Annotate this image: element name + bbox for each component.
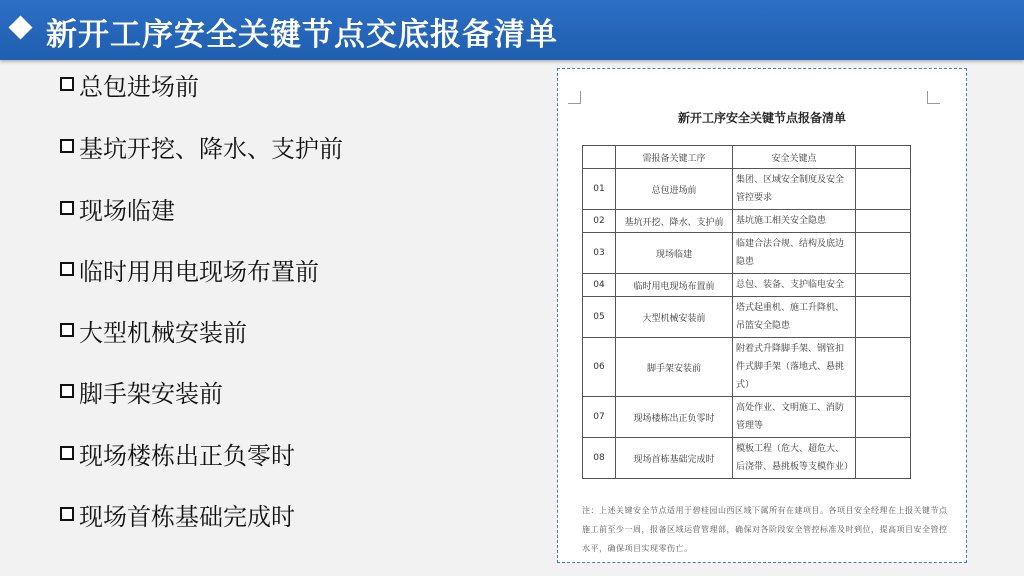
checkbox-icon (60, 384, 74, 398)
checkbox-icon (60, 446, 74, 460)
checklist-item (60, 188, 175, 228)
row-number: 02 (583, 210, 616, 233)
process-name: 基坑开挖、降水、支护前 (616, 210, 733, 233)
checklist-item (60, 64, 199, 104)
row-number: 06 (583, 338, 616, 397)
safety-point: 高处作业、文明施工、消防管理等 (733, 397, 856, 438)
checklist-item (60, 310, 247, 350)
checklist-item-label: 总包进场前 (79, 72, 199, 101)
checklist-item-label: 现场临建 (79, 196, 175, 225)
table-row (583, 233, 911, 274)
safety-point: 附着式升降脚手架、钢管扣件式脚手架（落地式、悬挑式） (733, 338, 856, 397)
table-row (583, 274, 911, 297)
safety-point: 总包、装备、支护临电安全 (733, 274, 856, 297)
checkbox-icon (60, 507, 74, 521)
table-header-cell: 安全关键点 (733, 146, 856, 169)
blank-cell (856, 274, 911, 297)
row-number: 03 (583, 233, 616, 274)
blank-cell (856, 233, 911, 274)
table-row (583, 397, 911, 438)
safety-point: 集团、区域安全制度及安全管控要求 (733, 169, 856, 210)
checklist-item-label: 临时用用电现场布置前 (79, 257, 319, 286)
row-number: 07 (583, 397, 616, 438)
row-number: 05 (583, 297, 616, 338)
checklist-item (60, 371, 223, 411)
blank-cell (856, 297, 911, 338)
table-row (583, 338, 911, 397)
blank-cell (856, 210, 911, 233)
blank-cell (856, 338, 911, 397)
checklist-item-label: 脚手架安装前 (79, 379, 223, 408)
table-header-cell (583, 146, 616, 169)
slide-title: 新开工序安全关键节点交底报备清单 (46, 17, 558, 53)
process-name: 现场临建 (616, 233, 733, 274)
checklist-item (60, 494, 295, 534)
checklist-item (60, 126, 343, 166)
table-header-cell: 需报备关键工序 (616, 146, 733, 169)
document-image (557, 68, 967, 563)
process-name: 现场楼栋出正负零时 (616, 397, 733, 438)
process-name: 现场首栋基础完成时 (616, 438, 733, 479)
checklist-item-label: 现场楼栋出正负零时 (79, 441, 295, 470)
table-header-row (583, 146, 911, 169)
table-header-cell (856, 146, 911, 169)
checkbox-icon (60, 201, 74, 215)
blank-cell (856, 169, 911, 210)
document-title: 新开工序安全关键节点报备清单 (677, 111, 846, 125)
table-row (583, 438, 911, 479)
process-name: 临时用电现场布置前 (616, 274, 733, 297)
table-row (583, 169, 911, 210)
row-number: 01 (583, 169, 616, 210)
checklist-item (60, 249, 319, 289)
process-name: 大型机械安装前 (616, 297, 733, 338)
blank-cell (856, 397, 911, 438)
process-name: 总包进场前 (616, 169, 733, 210)
process-name: 脚手架安装前 (616, 338, 733, 397)
row-number: 04 (583, 274, 616, 297)
document-note: 注：上述关键安全节点适用于碧桂园山西区域下属所有在建项目。各项目安全经理在上报关键节点施工前至少一周，报备区域运营管理部，确保对各阶段安全管控标准及时到位，提高项目安全管控水平，确保项目实现零伤亡。 (582, 506, 948, 553)
checklist-item-label: 大型机械安装前 (79, 318, 247, 347)
table-row (583, 297, 911, 338)
table-row (583, 210, 911, 233)
safety-point: 临建合法合规、结构及底边隐患 (733, 233, 856, 274)
crop-mark-icon (927, 91, 940, 104)
safety-point: 塔式起重机、施工升降机、吊篮安全隐患 (733, 297, 856, 338)
blank-cell (856, 438, 911, 479)
checklist-item-label: 基坑开挖、降水、支护前 (79, 134, 343, 163)
checklist-item-label: 现场首栋基础完成时 (79, 502, 295, 531)
row-number: 08 (583, 438, 616, 479)
safety-point: 模板工程（危大、超危大、后浇带、悬挑板等支模作业） (733, 438, 856, 479)
document-table (582, 145, 911, 479)
safety-point: 基坑施工相关安全隐患 (733, 210, 856, 233)
slide-header (0, 0, 1024, 60)
crop-mark-icon (568, 91, 581, 104)
checkbox-icon (60, 139, 74, 153)
checkbox-icon (60, 323, 74, 337)
checkbox-icon (60, 77, 74, 91)
diamond-bullet-icon (8, 15, 32, 39)
checklist-item (60, 433, 295, 473)
checkbox-icon (60, 262, 74, 276)
